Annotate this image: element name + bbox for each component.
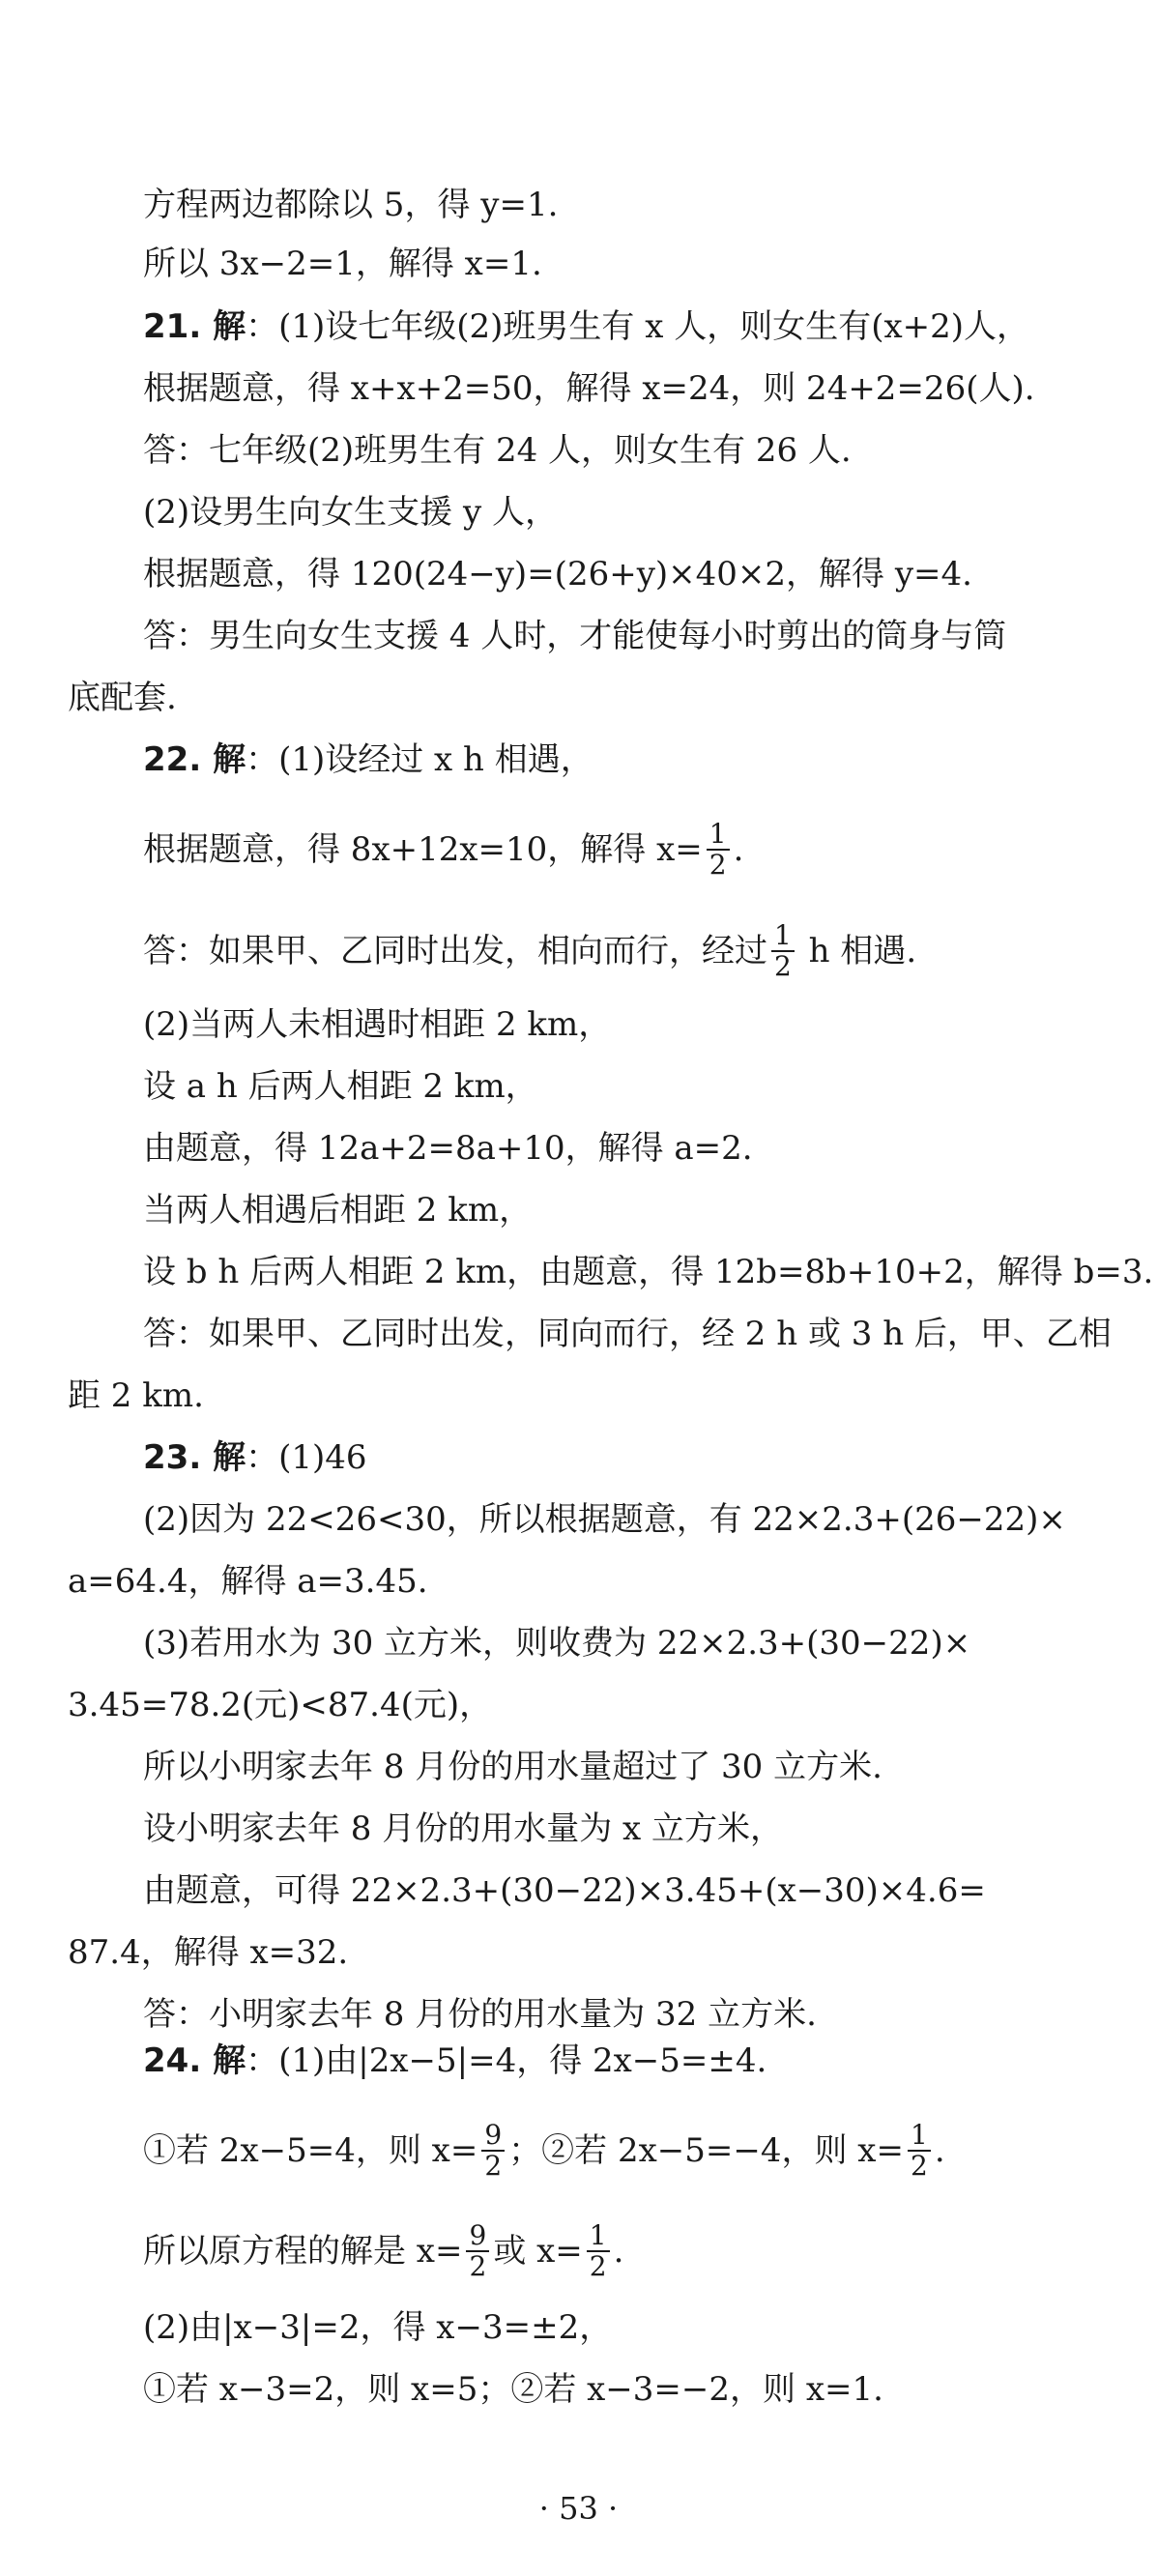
fraction [908, 2121, 931, 2181]
text-line: 所以 3x−2=1，解得 x=1. [143, 245, 542, 283]
text-segment: ①若 2x−5=4，则 x= [143, 2131, 478, 2170]
problem-22-header [0, 740, 1157, 779]
text-line: 当两人相遇后相距 2 km， [143, 1191, 533, 1230]
fraction [707, 820, 730, 880]
problem-number: 23. 解 [143, 1438, 246, 1477]
text-segment: h 相遇. [797, 932, 917, 970]
text-line: (3)若用水为 30 立方米，则收费为 22×2.3+(30−22)× [143, 1624, 971, 1663]
text-line: 答：男生向女生支援 4 人时，才能使每小时剪出的筒身与筒 [143, 617, 1007, 655]
text-line: 底配套. [68, 679, 177, 717]
fraction-numerator: 1 [587, 2221, 610, 2252]
text-line: 距 2 km. [68, 1376, 204, 1415]
text-line: ：(1)设七年级(2)班男生有 x 人，则女生有(x+2)人， [246, 307, 1030, 346]
text-line-fraction [0, 2219, 1157, 2283]
problem-number: 22. 解 [143, 740, 246, 779]
text-line-fraction [0, 2119, 1157, 2183]
text-line: 由题意，得 12a+2=8a+10，解得 a=2. [143, 1129, 753, 1168]
fraction-numerator: 1 [707, 820, 730, 851]
text-line: 设 a h 后两人相距 2 km， [143, 1067, 538, 1106]
fraction-denominator: 2 [589, 2250, 607, 2282]
text-line: (2)因为 22<26<30，所以根据题意，有 22×2.3+(26−22)× [143, 1500, 1066, 1539]
fraction [481, 2121, 505, 2181]
fraction-denominator: 2 [469, 2250, 487, 2282]
text-line: 答：七年级(2)班男生有 24 人，则女生有 26 人. [143, 431, 852, 470]
text-line: 答：小明家去年 8 月份的用水量为 32 立方米. [143, 1995, 817, 2034]
text-line: 87.4，解得 x=32. [68, 1933, 349, 1972]
fraction-numerator: 1 [771, 921, 795, 952]
text-line: 答：如果甲、乙同时出发，同向而行，经 2 h 或 3 h 后，甲、乙相 [143, 1315, 1112, 1353]
text-line-fraction [0, 818, 1157, 882]
text-segment: ；②若 2x−5=−4，则 x= [508, 2131, 904, 2170]
fraction-denominator: 2 [910, 2150, 928, 2182]
fraction-denominator: 2 [774, 950, 792, 982]
text-line: (2)设男生向女生支援 y 人， [143, 493, 558, 532]
text-segment: 根据题意，得 8x+12x=10，解得 x= [143, 830, 703, 869]
text-segment: 答：如果甲、乙同时出发，相向而行，经过 [143, 932, 767, 970]
text-line: 所以小明家去年 8 月份的用水量超过了 30 立方米. [143, 1748, 882, 1786]
problem-23-header [0, 1438, 1157, 1477]
fraction [587, 2221, 610, 2281]
text-line: 由题意，可得 22×2.3+(30−22)×3.45+(x−30)×4.6= [143, 1871, 986, 1910]
page-number: · 53 · [538, 2490, 619, 2527]
text-line: ：(1)设经过 x h 相遇， [246, 740, 593, 779]
problem-number: 24. 解 [143, 2041, 246, 2080]
problem-number: 21. 解 [143, 307, 246, 346]
text-line: ：(1)46 [246, 1438, 367, 1477]
fraction [771, 921, 795, 981]
text-line: 方程两边都除以 5，得 y=1. [143, 186, 559, 224]
text-line: 根据题意，得 x+x+2=50，解得 x=24，则 24+2=26(人). [143, 369, 1035, 408]
text-line: (2)由|x−3|=2，得 x−3=±2， [143, 2308, 613, 2347]
text-segment: 所以原方程的解是 x= [143, 2232, 463, 2271]
fraction-numerator: 1 [908, 2121, 931, 2152]
text-line-fraction [0, 919, 1157, 983]
text-line: 根据题意，得 120(24−y)=(26+y)×40×2，解得 y=4. [143, 555, 972, 593]
fraction-numerator: 9 [466, 2221, 489, 2252]
fraction-numerator: 9 [481, 2121, 505, 2152]
text-line: 设小明家去年 8 月份的用水量为 x 立方米， [143, 1809, 784, 1848]
text-line: (2)当两人未相遇时相距 2 km， [143, 1005, 612, 1044]
text-line: ：(1)由|2x−5|=4，得 2x−5=±4. [246, 2041, 767, 2080]
problem-21-header [0, 307, 1157, 346]
fraction [466, 2221, 489, 2281]
text-segment: 或 x= [493, 2232, 583, 2271]
fraction-denominator: 2 [709, 849, 727, 881]
text-segment: . [613, 2232, 624, 2271]
text-line: ①若 x−3=2，则 x=5；②若 x−3=−2，则 x=1. [143, 2370, 883, 2409]
problem-24-header [0, 2041, 1157, 2080]
fraction-denominator: 2 [484, 2150, 503, 2182]
text-line: 设 b h 后两人相距 2 km，由题意，得 12b=8b+10+2，解得 b=3. [143, 1253, 1154, 1291]
text-segment: . [934, 2131, 945, 2170]
text-line: 3.45=78.2(元)<87.4(元)， [68, 1686, 493, 1724]
text-line: a=64.4，解得 a=3.45. [68, 1562, 428, 1601]
text-segment: . [733, 830, 744, 869]
